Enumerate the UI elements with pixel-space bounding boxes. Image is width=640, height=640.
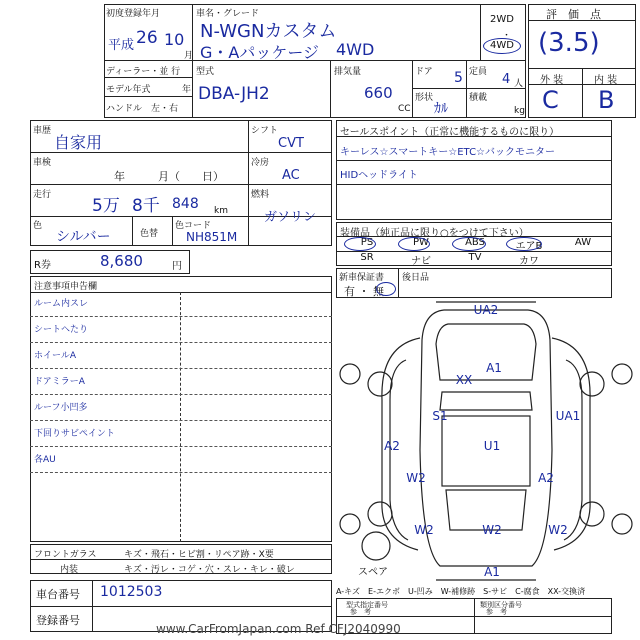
shape-value: ｶﾙ — [434, 101, 448, 117]
note-item: ルーフ小凹多 — [34, 403, 88, 413]
equip-pw: PW — [413, 237, 429, 248]
mileage-rest: 848 — [172, 196, 199, 212]
damage-mark: UA1 — [555, 409, 581, 423]
damage-mark: S1 — [432, 409, 448, 423]
ref2-label: 参 考 — [486, 608, 507, 616]
recycle-value: 8,680 — [100, 252, 143, 270]
color-change-label: 色替 — [140, 229, 159, 239]
kg-unit: kg — [514, 106, 525, 116]
int-grade: B — [598, 86, 615, 114]
reg-year: 26 — [136, 28, 158, 48]
equip-navi: ナビ — [411, 256, 431, 267]
ext-label: 外 装 — [540, 75, 564, 86]
equip-abs: ABS — [465, 237, 485, 248]
damage-mark: A2 — [538, 471, 554, 485]
fuel-label: 燃料 — [251, 190, 270, 200]
note-item: 各AU — [34, 455, 56, 465]
cc-unit: CC — [398, 104, 411, 114]
type-value: DBA-JH2 — [198, 84, 270, 104]
capacity-label: 定員 — [469, 67, 488, 77]
disp-value: 660 — [364, 84, 393, 102]
equip-leather: カワ — [519, 256, 539, 267]
handle-label: ハンドル 左・右 — [106, 104, 179, 114]
type-label: 型式 — [196, 67, 215, 77]
type-no-label: 型式指定番号 — [346, 601, 388, 609]
ac-label: 冷房 — [251, 158, 270, 168]
year-unit: 年 — [182, 85, 192, 95]
usage-label: 車歴 — [33, 126, 52, 136]
note-item: ホイールA — [34, 351, 76, 361]
disp-label: 排気量 — [334, 67, 362, 77]
drive-tag: 4WD — [336, 40, 375, 59]
color-code-label: 色コード — [175, 221, 212, 231]
mileage-label: 走行 — [33, 190, 52, 200]
month-unit: 月 — [184, 51, 194, 61]
damage-mark: W2 — [548, 523, 568, 537]
door-value: 5 — [454, 70, 463, 86]
shift-label: シフト — [251, 126, 279, 136]
recycle-label: R券 — [34, 260, 51, 271]
interior-value: キズ・汚レ・コゲ・穴・スレ・キレ・破レ — [124, 565, 295, 575]
footer-watermark: www.CarFromJapan.com Ref CFJ2040990 — [156, 622, 401, 636]
registration-label: 登録番号 — [36, 614, 80, 627]
fourwd-label: 4WD — [490, 40, 514, 51]
note-item: 下回りサビペイント — [34, 429, 115, 439]
damage-mark: A1 — [484, 565, 500, 579]
person-unit: 人 — [514, 79, 524, 89]
damage-mark: XX — [455, 373, 473, 387]
equip-sr: SR — [360, 252, 374, 263]
reg-month: 10 — [164, 30, 185, 49]
damage-mark: W2 — [482, 523, 502, 537]
damage-mark: UA2 — [473, 303, 499, 317]
inspection-text: 年 月（ 日） — [114, 170, 224, 183]
era: 平成 — [108, 38, 135, 53]
first-reg-label: 初度登録年月 — [106, 9, 161, 19]
mileage-sen: 8千 — [132, 196, 160, 216]
front-glass-label: フロントガラス — [34, 550, 97, 560]
sales-point-2: HIDヘッドライト — [340, 170, 418, 181]
damage-mark: W2 — [406, 471, 426, 485]
note-item: シートヘたり — [34, 325, 89, 335]
model-label: 車名・グレード — [196, 9, 260, 19]
chassis-label: 車台番号 — [36, 588, 80, 601]
grade-label: 評 価 点 — [546, 8, 601, 21]
equip-aw: AW — [574, 237, 592, 248]
class-no-label: 類別区分番号 — [480, 601, 522, 609]
damage-mark: A2 — [384, 439, 400, 453]
inspection-label: 車検 — [33, 158, 52, 168]
new-car-label: 新車保証書 — [339, 273, 385, 283]
twowd-label: 2WD — [490, 14, 514, 25]
spare-label: スペア — [358, 567, 388, 578]
damage-mark: W2 — [414, 523, 434, 537]
interior-label: 内装 — [60, 565, 79, 575]
car-name: N-WGNカスタム — [200, 21, 337, 42]
color-code: NH851M — [186, 230, 238, 244]
equip-tv: TV — [468, 252, 482, 263]
recycle-unit: 円 — [172, 261, 182, 272]
model-year-label: モデル年式 — [106, 85, 151, 95]
equip-airbag: エアB — [515, 241, 543, 252]
front-glass-value: キズ・飛石・ヒビ割・リペア跡・X要 — [124, 550, 274, 560]
damage-mark: A1 — [486, 361, 502, 375]
note-item: ルーム内スレ — [34, 299, 89, 309]
grade-score: (3.5) — [538, 28, 600, 58]
ac: AC — [282, 168, 300, 183]
shift: CVT — [278, 136, 304, 151]
door-label: ドア — [415, 67, 433, 77]
after-item-label: 後日品 — [402, 273, 430, 283]
mileage-man: 5万 — [92, 196, 120, 216]
km-unit: km — [214, 206, 228, 216]
chassis-value: 1012503 — [100, 584, 163, 600]
damage-legend: A-キズ E-エクボ U-凹み W-補修跡 S-サビ C-腐食 XX-交換済 — [336, 587, 586, 596]
new-car-value: 有 ・ 無 — [344, 285, 384, 298]
ref1-label: 参 考 — [350, 608, 371, 616]
shape-label: 形状 — [415, 93, 434, 103]
load-label: 積載 — [469, 93, 488, 103]
usage: 自家用 — [54, 133, 103, 152]
equipment-row-2 — [340, 252, 556, 266]
sales-point-1: キーレス☆スマートキー☆ETC☆バックモニター — [340, 147, 556, 158]
note-item: ドアミラーA — [34, 377, 85, 387]
int-label: 内 装 — [594, 75, 618, 86]
car-diagram — [336, 300, 636, 582]
ext-grade: C — [542, 86, 559, 114]
color: シルバー — [56, 229, 111, 245]
color-label: 色 — [33, 221, 43, 231]
equipment-title: 装備品（純正品に限り○をつけて下さい） — [340, 228, 529, 239]
sales-points-title: セールスポイント（正常に機能するものに限り） — [340, 127, 560, 138]
damage-mark: U1 — [483, 439, 501, 453]
notes-title: 注意事項申告欄 — [34, 282, 98, 292]
equip-ps: PS — [360, 237, 374, 248]
dealer-label: ディーラー・並 行 — [106, 67, 181, 77]
fuel: ガソリン — [264, 210, 317, 225]
grade: G・Aパッケージ — [200, 43, 320, 62]
capacity-value: 4 — [502, 72, 511, 87]
